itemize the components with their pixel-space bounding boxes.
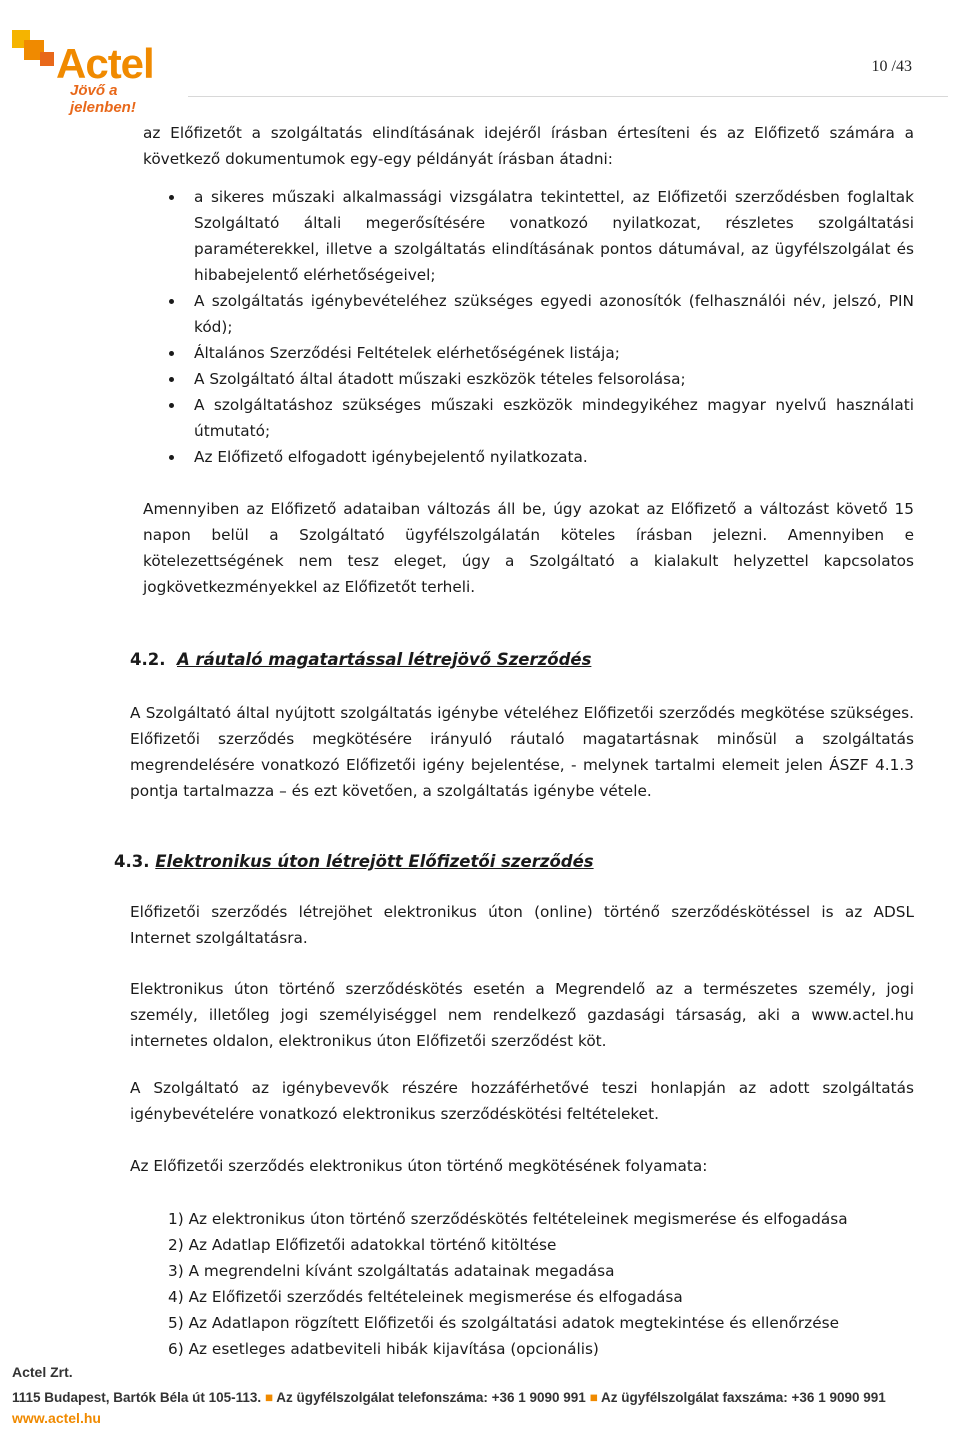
footer-company: Actel Zrt. xyxy=(12,1364,73,1380)
section-title: A ráutaló magatartással létrejövő Szerződés xyxy=(177,650,592,669)
step-item: 2) Az Adatlap Előfizetői adatokkal történő kitöltése xyxy=(168,1236,557,1254)
list-item: A szolgáltatáshoz szükséges műszaki eszközök mindegyikéhez magyar nyelvű használati útmutató; xyxy=(194,392,914,444)
section-4-2-paragraph: A Szolgáltató által nyújtott szolgáltatás igénybe vételéhez Előfizetői szerződés megkötése szükséges. Előfizetői szerződés megkötésére irányuló ráutaló magatartásnak minősül a szolgáltatás megrendelésére vonatkozó Előfizetői igény bejelentése, - melynek tartalmi elemeit jelen ÁSZF 4.1.3 pontja tartalmazza – és ezt követően, a szolgáltatás igénybe vétele. xyxy=(130,704,914,800)
step-item: 4) Az Előfizetői szerződés feltételeinek megismerése és elfogadása xyxy=(168,1288,683,1306)
step-item: 3) A megrendelni kívánt szolgáltatás adatainak megadása xyxy=(168,1262,615,1280)
list-item: A szolgáltatás igénybevételéhez szükséges egyedi azonosítók (felhasználói név, jelszó, PIN kód); xyxy=(194,288,914,340)
change-paragraph: Amennyiben az Előfizető adataiban változás áll be, úgy azokat az Előfizető a változást követő 15 napon belül a Szolgáltató ügyfélszolgálatán köteles írásban jelezni. Amennyiben e kötelezettségének nem tesz eleget, úgy a Szolgáltató a kialakult helyzettel kapcsolatos jogkövetkezményekkel az Előfizetőt terheli. xyxy=(143,500,914,596)
step-item: 6) Az esetleges adatbeviteli hibák kijavítása (opcionális) xyxy=(168,1340,599,1358)
footer-phone: Az ügyfélszolgálat telefonszáma: +36 1 9090 991 xyxy=(276,1390,586,1405)
section-4-3-paragraph: Az Előfizetői szerződés elektronikus úton történő megkötésének folyamata: xyxy=(130,1157,708,1175)
header-divider xyxy=(188,96,948,97)
page-number: 10 /43 xyxy=(871,58,912,75)
list-item: a sikeres műszaki alkalmassági vizsgálatra tekintettel, az Előfizetői szerződésben foglaltak Szolgáltató általi megerősítésére vonatkozó nyilatkozat, részletes szolgáltatási paraméterekkel, illetve a szolgáltatás elindításának pontos dátumával, az ügyfélszolgálat és hibabejelentő elérhetőségeivel; xyxy=(194,184,914,288)
step-item: 1) Az elektronikus úton történő szerződéskötés feltételeinek megismerése és elfogadása xyxy=(168,1210,848,1228)
actel-logo xyxy=(12,28,187,116)
process-steps xyxy=(168,1206,848,1362)
logo-name: Actel xyxy=(56,40,154,87)
intro-paragraph: az Előfizetőt a szolgáltatás elindításának idejéről írásban értesíteni és az Előfizető számára a következő dokumentumok egy-egy példányát írásban átadni: xyxy=(143,124,914,168)
list-item: Az Előfizető elfogadott igénybejelentő nyilatkozata. xyxy=(194,444,914,470)
section-4-3-paragraph: A Szolgáltató az igénybevevők részére hozzáférhetővé teszi honlapján az adott szolgáltatás igénybevételére vonatkozó elektronikus szerződéskötési feltételeket. xyxy=(130,1079,914,1123)
section-number: 4.3. xyxy=(114,852,150,871)
footer-contact xyxy=(12,1390,886,1405)
section-4-3-paragraph: Elektronikus úton történő szerződéskötés esetén a Megrendelő az a természetes személy, jogi személy, illetőleg jogi személyiséggel nem rendelkező gazdasági társaság, aki a www.actel.hu internetes oldalon, elektronikus úton Előfizetői szerződést köt. xyxy=(130,980,914,1050)
logo-slogan: Jövő a jelenben! xyxy=(70,82,136,116)
separator-icon: ■ xyxy=(264,1390,274,1405)
section-number: 4.2. xyxy=(130,650,166,669)
section-title: Elektronikus úton létrejött Előfizetői szerződés xyxy=(155,852,594,871)
step-item: 5) Az Adatlapon rögzített Előfizetői és szolgáltatási adatok megtekintése és ellenőrzése xyxy=(168,1314,839,1332)
footer-website-link[interactable]: www.actel.hu xyxy=(12,1410,101,1426)
footer-fax: Az ügyfélszolgálat faxszáma: +36 1 9090 991 xyxy=(600,1390,886,1405)
section-heading-4-3 xyxy=(114,850,594,874)
section-4-3-paragraph: Előfizetői szerződés létrejöhet elektronikus úton (online) történő szerződéskötéssel is az ADSL Internet szolgáltatásra. xyxy=(130,903,914,947)
list-item: A Szolgáltató által átadott műszaki eszközök tételes felsorolása; xyxy=(194,366,914,392)
separator-icon: ■ xyxy=(589,1390,598,1405)
footer-address: 1115 Budapest, Bartók Béla út 105-113. xyxy=(12,1390,262,1405)
section-heading-4-2 xyxy=(130,648,591,672)
logo-square-icon xyxy=(40,52,54,66)
list-item: Általános Szerződési Feltételek elérhetőségének listája; xyxy=(194,340,914,366)
